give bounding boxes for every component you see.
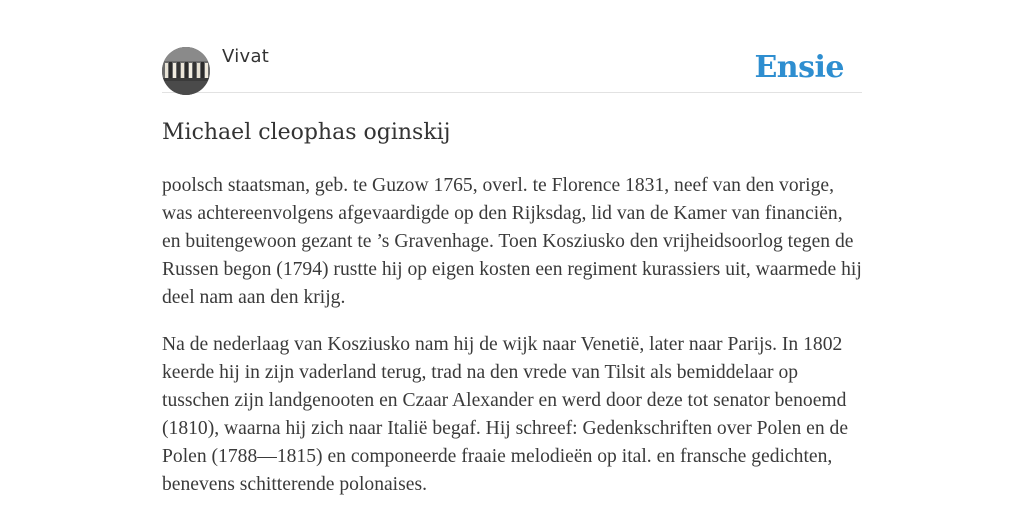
article-title: Michael cleophas oginskij [162,120,451,145]
author-name[interactable]: Vivat [222,46,270,67]
books-avatar-icon [162,47,210,95]
author-avatar[interactable] [162,47,210,95]
header [162,0,862,93]
article-paragraph: poolsch staatsman, geb. te Guzow 1765, overl. te Florence 1831, neef van den vorige, was achtereenvolgens afgevaardigde op den Rijksdag, lid van de Kamer van financiën, en buitengewoon gezant te ’s Gravenhage. Toen Kosziusko den vrijheidsoorlog tegen de Russen begon (1794) rustte hij op eigen kosten een regiment kurassiers uit, waarmede hij deel nam aan den krijg. [162,175,862,308]
brand-logo-link[interactable]: Ensie [754,50,844,85]
article-paragraph: Na de nederlaag van Kosziusko nam hij de wijk naar Venetië, later naar Parijs. In 1802 keerde hij in zijn vaderland terug, trad na den vrede van Tilsit als bemiddelaar op tusschen zijn landgenooten en Czaar Alexander en werd door deze tot senator benoemd (1810), waarna hij zich naar Italië begaf. Hij schreef: Gedenkschriften over Polen en de Polen (1788—1815) en componeerde fraaie melodieën op ital. en fransche gedichten, benevens schitterende polonaises. [162,334,849,495]
article-body [162,172,862,499]
page-container [162,0,862,512]
